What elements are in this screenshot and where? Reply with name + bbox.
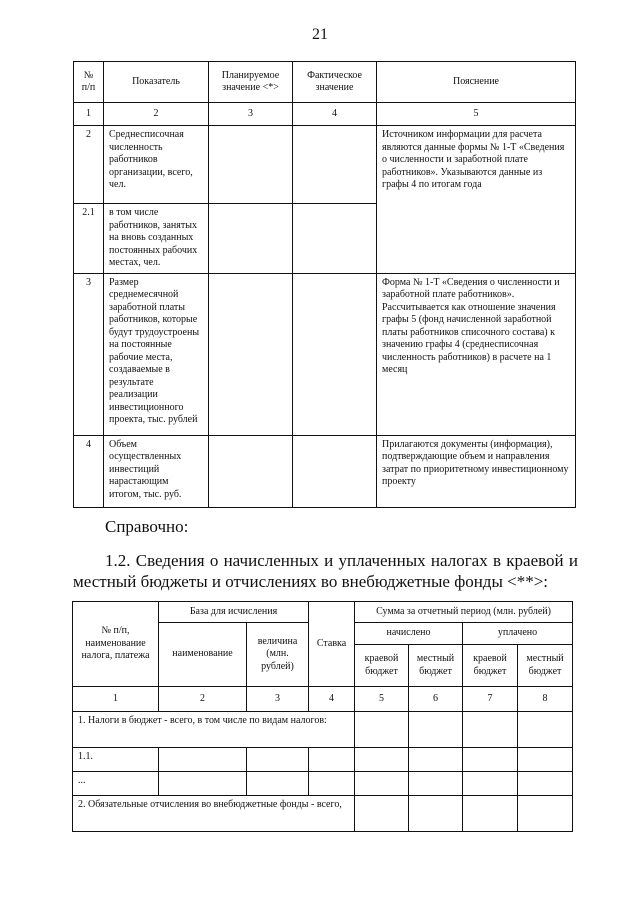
row-indicator: Среднесписочная численность работников организации, всего, чел.: [104, 126, 209, 204]
header-base-value: величина (млн. рублей): [247, 623, 309, 687]
row-ellipsis: ...: [73, 772, 159, 796]
header-base: База для исчисления: [159, 602, 309, 623]
header-num: № п/п: [74, 62, 104, 103]
table-header-row: [74, 62, 576, 103]
header-rate: Ставка: [309, 602, 355, 687]
row-actual: [293, 126, 377, 204]
indicators-table: [73, 61, 576, 508]
col-num: 3: [247, 687, 309, 712]
header-sum: Сумма за отчетный период (млн. рублей): [355, 602, 573, 623]
col-num: 8: [518, 687, 573, 712]
page-number: 21: [312, 26, 328, 43]
col-num: 6: [409, 687, 463, 712]
column-number-row: [73, 687, 573, 712]
column-number-row: [74, 103, 576, 126]
header-paid-regional: краевой бюджет: [463, 645, 518, 687]
header-indicator: Показатель: [104, 62, 209, 103]
row-actual: [293, 204, 377, 274]
row-num: 2: [74, 126, 104, 204]
row-num: 2.1: [74, 204, 104, 274]
table-row: [73, 748, 573, 772]
col-num: 4: [309, 687, 355, 712]
col-num: 7: [463, 687, 518, 712]
header-base-name: наименование: [159, 623, 247, 687]
row-note: Форма № 1-Т «Сведения о численности и заработной плате работников». Рассчитывается как отношение значения графы 5 (фонд начисленной заработной платы работников списочного состава) к значению графы 4 (среднесписочная численность работников) в расчете на 1 месяц: [377, 273, 576, 435]
row-planned: [209, 273, 293, 435]
row-note: Прилагаются документы (информация), подтверждающие объем и направления затрат по приоритетному инвестиционному проекту: [377, 435, 576, 507]
row-actual: [293, 273, 377, 435]
row-funds-total: 2. Обязательные отчисления во внебюджетные фонды - всего,: [73, 796, 355, 832]
table-row: [74, 126, 576, 204]
row-note: Источником информации для расчета являются данные формы № 1-Т «Сведения о численности и заработной плате работников». Указываются данные из графы 4 по итогам года: [377, 126, 576, 274]
row-indicator: Размер среднемесячной заработной платы работников, которые будут трудоустроены на постоянные рабочие места, создаваемые в результате реализации инвестиционного проекта, тыс. рублей: [104, 273, 209, 435]
table-row: [73, 796, 573, 832]
table-row: [74, 273, 576, 435]
header-actual: Фактическое значение: [293, 62, 377, 103]
header-accrued-local: местный бюджет: [409, 645, 463, 687]
col-num: 5: [377, 103, 576, 126]
reference-label: Справочно:: [105, 517, 189, 536]
row-indicator: Объем осуществленных инвестиций нарастающим итогом, тыс. руб.: [104, 435, 209, 507]
row-indicator: в том числе работников, занятых на вновь созданных постоянных рабочих местах, чел.: [104, 204, 209, 274]
header-paid-local: местный бюджет: [518, 645, 573, 687]
table-header-row: [73, 602, 573, 623]
table-row: [74, 435, 576, 507]
row-actual: [293, 435, 377, 507]
header-note: Пояснение: [377, 62, 576, 103]
header-accrued: начислено: [355, 623, 463, 645]
taxes-table: [72, 601, 573, 832]
section-heading: 1.2. Сведения о начисленных и уплаченных налогах в краевой и местный бюджеты и отчислениях во внебюджетные фонды <**>:: [73, 551, 578, 591]
header-planned: Планируемое значение <*>: [209, 62, 293, 103]
col-num: 4: [293, 103, 377, 126]
row-1-1: 1.1.: [73, 748, 159, 772]
col-num: 2: [104, 103, 209, 126]
col-num: 1: [73, 687, 159, 712]
table-row: [73, 772, 573, 796]
table-row: [73, 712, 573, 748]
col-num: 2: [159, 687, 247, 712]
row-planned: [209, 204, 293, 274]
row-planned: [209, 126, 293, 204]
header-paid: уплачено: [463, 623, 573, 645]
col-num: 5: [355, 687, 409, 712]
header-accrued-regional: краевой бюджет: [355, 645, 409, 687]
col-num: 1: [74, 103, 104, 126]
row-planned: [209, 435, 293, 507]
col-num: 3: [209, 103, 293, 126]
row-taxes-total: 1. Налоги в бюджет - всего, в том числе по видам налогов:: [73, 712, 355, 748]
row-num: 4: [74, 435, 104, 507]
row-num: 3: [74, 273, 104, 435]
header-num-name: № п/п, наименование налога, платежа: [73, 602, 159, 687]
